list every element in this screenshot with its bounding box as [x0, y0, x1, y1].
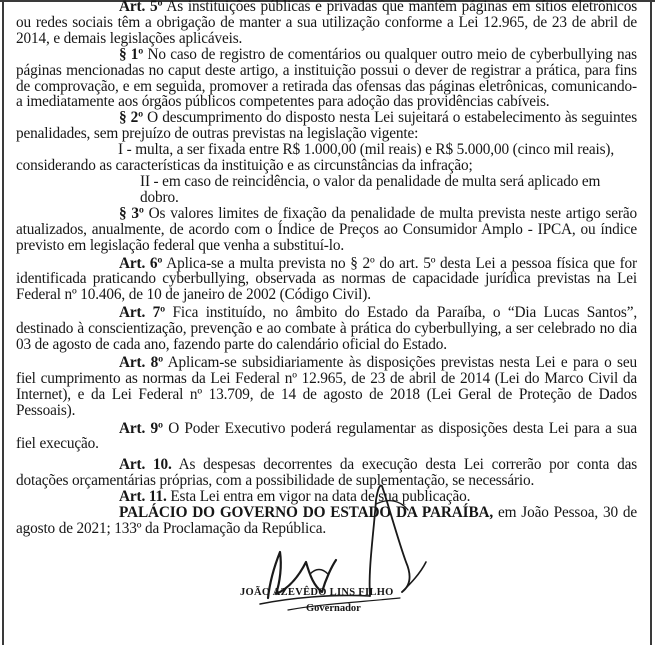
article-6-label: Art. 6º — [119, 254, 163, 272]
handwritten-signature — [240, 470, 460, 640]
article-7-text: Fica instituído, no âmbito do Estado da Paraíba, o “Dia Lucas Santos”, destinado à conscientização, prevenção e ao combate à prática do cyberbullying, a ser celebrado no dia 03 de agosto de cada ano, fazendo parte do calendário oficial do Estado. — [16, 304, 638, 354]
page-border-left — [2, 0, 4, 645]
article-10-label: Art. 10. — [119, 456, 172, 474]
closing-text: em João Pessoa, 30 de agosto de 2021; 133º da Proclamação da República. — [16, 504, 637, 537]
article-9-label: Art. 9º — [119, 419, 163, 437]
article-5-paragraph-3 — [16, 206, 637, 254]
paragraph-1-text: No caso de registro de comentários ou qualquer outro meio de cyberbullying nas páginas mencionadas no caput deste artigo, a instituição possui o dever de registrar a prática, para fins de comprovação, e em seguida, promover a retirada das ofensas das páginas eletrônicas, comunicando-a imediatamente aos órgãos públicos competentes para adoção das providências cabíveis. — [16, 45, 637, 111]
article-8-text: Aplicam-se subsidiariamente às disposições previstas nesta Lei e para o seu fiel cumprimento as normas da Lei Federal nº 12.965, de 23 de abril de 2014 (Lei do Marco Civil da Internet), e da Lei Federal nº 13.709, de 14 de agosto de 2018 (Lei Geral de Proteção de Dados Pessoais). — [16, 353, 637, 419]
article-5-item-1-continuation: considerando as características da instituição e as circunstâncias da infração; — [16, 157, 473, 175]
paragraph-2-label: § 2º — [119, 109, 144, 127]
article-5-label: Art. 5º — [119, 0, 163, 15]
article-11-text: Esta Lei entra em vigor na data de sua publicação. — [166, 488, 471, 506]
article-5-paragraph-1 — [16, 47, 637, 111]
paragraph-3-text: Os valores limites de fixação da penalidade de multa prevista neste artigo serão atualizados, anualmente, de acordo com o Índice de Preços ao Consumidor Amplo - IPCA, ou índice previsto em legislação federal que venha a substituí-lo. — [16, 204, 637, 254]
governor-name: JOÃO AZEVÊDO LINS FILHO — [240, 587, 394, 598]
law-document — [16, 0, 637, 537]
article-5-item-2: II - em caso de reincidência, o valor da penalidade de multa será aplicado em dobro. — [140, 172, 601, 206]
article-5-caput — [16, 0, 637, 47]
article-8 — [16, 355, 637, 419]
paragraph-3-label: § 3º — [119, 204, 144, 222]
article-9 — [16, 421, 637, 453]
governor-signature-block — [240, 470, 460, 640]
page-border-right — [650, 0, 652, 645]
article-7-label: Art. 7º — [119, 304, 166, 322]
paragraph-1-label: § 1º — [119, 45, 144, 63]
palace-name: PALÁCIO DO GOVERNO DO ESTADO DA PARAÍBA, — [119, 504, 494, 522]
article-5-item-1: I - multa, a ser fixada entre R$ 1.000,00 (mil reais) e R$ 5.000,00 (cinco mil reais), — [118, 141, 614, 159]
article-7 — [16, 305, 637, 353]
article-5-text: As instituições públicas e privadas que mantêm páginas em sítios eletrônicos ou redes sociais têm a obrigação de manter a sua utilização conforme a Lei 12.965, de 23 de abril de 2014, e demais legislações aplicáveis. — [16, 0, 637, 47]
governor-role: Governador — [306, 603, 361, 614]
article-5-paragraph-2 — [16, 110, 637, 142]
article-6 — [16, 256, 637, 304]
article-6-text: Aplica-se a multa prevista no § 2º do art. 5º desta Lei a pessoa física que for identificada praticando cyberbullying, observada as normas de capacidade jurídica previstas na Lei Federal nº 10.406, de 10 de janeiro de 2002 (Código Civil). — [16, 254, 637, 304]
paragraph-2-text: O descumprimento do disposto nesta Lei sujeitará o estabelecimento às seguintes penalidades, sem prejuízo de outras previstas na legislação vigente: — [16, 109, 637, 143]
article-11-label: Art. 11. — [119, 488, 167, 506]
article-10-text: As despesas decorrentes da execução desta Lei correrão por conta das dotações orçamentárias próprias, com a possibilidade de suplementação, se necessário. — [16, 456, 638, 490]
article-8-label: Art. 8º — [119, 353, 163, 371]
article-9-text: O Poder Executivo poderá regulamentar as disposições desta Lei para a sua fiel execução. — [16, 419, 637, 453]
